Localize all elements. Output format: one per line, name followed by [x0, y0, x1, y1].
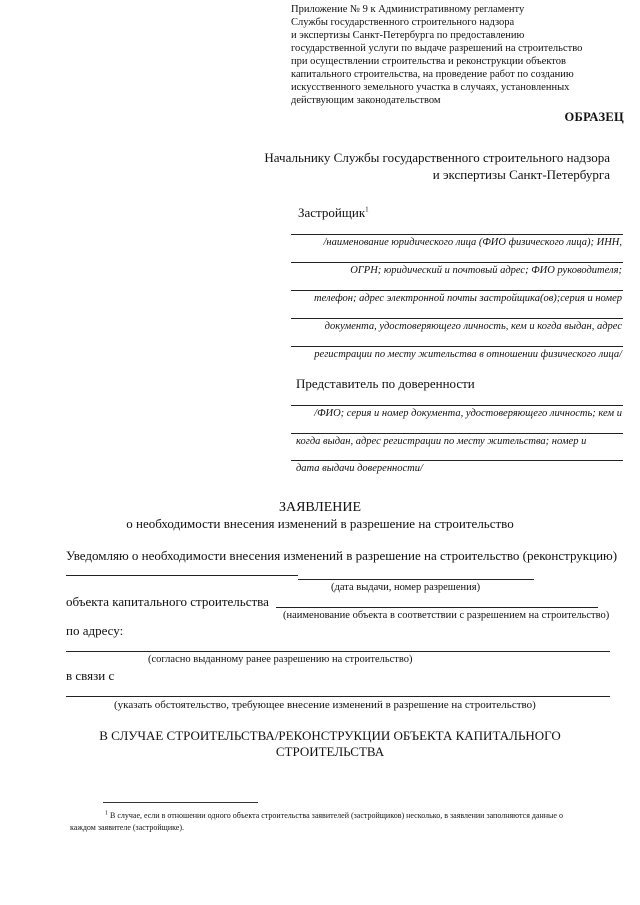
permit-field-line[interactable]: [298, 579, 534, 580]
developer-hint: /наименование юридического лица (ФИО физического лица); ИНН,: [323, 237, 622, 248]
developer-field-line[interactable]: [291, 234, 623, 235]
developer-field-line[interactable]: [291, 346, 623, 347]
footnote-text-continued: каждом заявителе (застройщике).: [70, 823, 185, 832]
developer-label-text: Застройщик: [298, 205, 366, 220]
appendix-line: при осуществлении строительства и реконструкции объектов: [291, 56, 566, 67]
reason-hint: (указать обстоятельство, требующее внесение изменений в разрешение на строительство): [114, 699, 536, 711]
representative-field-line[interactable]: [291, 460, 623, 461]
developer-hint: телефон; адрес электронной почты застройщика(ов);серия и номер: [313, 293, 622, 304]
object-hint: (наименование объекта в соответствии с разрешением на строительство): [283, 610, 610, 621]
developer-hint: регистрации по месту жительства в отношении физического лица/: [314, 349, 622, 360]
appendix-line: капитального строительства, на проведение работ по созданию: [291, 69, 574, 80]
permit-hint: (дата выдачи, номер разрешения): [331, 582, 481, 593]
address-field-line[interactable]: [66, 651, 610, 652]
document-title: ЗАЯВЛЕНИЕ: [278, 500, 362, 515]
footnote-separator: [103, 802, 258, 803]
representative-field-line[interactable]: [291, 405, 623, 406]
footnote-mark: 1: [105, 810, 108, 817]
permit-field-line[interactable]: [66, 575, 298, 576]
reason-label: в связи с: [66, 668, 115, 683]
developer-field-line[interactable]: [291, 290, 623, 291]
reason-field-line[interactable]: [66, 696, 610, 697]
footnote-ref: 1: [365, 205, 369, 214]
notify-text: Уведомляю о необходимости внесения изменений в разрешение на строительство (реконструкцию): [66, 548, 618, 563]
object-label: объекта капитального строительства: [66, 594, 269, 609]
representative-hint: /ФИО; серия и номер документа, удостоверяющего личность; кем и: [314, 408, 622, 419]
address-label: по адресу:: [66, 623, 124, 638]
representative-hint: дата выдачи доверенности/: [296, 463, 423, 474]
section-heading-line: В СЛУЧАЕ СТРОИТЕЛЬСТВА/РЕКОНСТРУКЦИИ ОБЪЕКТА КАПИТАЛЬНОГО: [99, 728, 561, 743]
object-field-line[interactable]: [276, 607, 598, 608]
developer-hint: ОГРН; юридический и почтовый адрес; ФИО руководителя;: [350, 265, 622, 276]
addressee-line: Начальнику Службы государственного строительного надзора: [264, 150, 610, 165]
representative-hint: когда выдан, адрес регистрации по месту жительства; номер и: [296, 436, 587, 447]
appendix-line: действующим законодательством: [291, 95, 441, 106]
developer-field-line[interactable]: [291, 262, 623, 263]
appendix-line: искусственного земельного участка в случаях, установленных: [291, 82, 570, 93]
representative-label: Представитель по доверенности: [296, 376, 475, 391]
developer-label: [298, 205, 369, 221]
document-subtitle: о необходимости внесения изменений в разрешение на строительство: [126, 516, 514, 531]
section-heading-line: СТРОИТЕЛЬСТВА: [275, 744, 385, 759]
appendix-line: и экспертизы Санкт-Петербурга по предоставлению: [291, 30, 525, 41]
appendix-line: Службы государственного строительного надзора: [291, 17, 515, 28]
representative-field-line[interactable]: [291, 433, 623, 434]
addressee-line: и экспертизы Санкт-Петербурга: [432, 167, 610, 182]
footnote: [105, 811, 563, 821]
footnote-text: В случае, если в отношении одного объекта строительства заявителей (застройщиков) несколько, в заявлении заполняются данные о: [110, 811, 563, 820]
address-hint: (согласно выданному ранее разрешению на строительство): [148, 654, 413, 665]
developer-field-line[interactable]: [291, 318, 623, 319]
appendix-line: государственной услуги по выдаче разрешений на строительство: [291, 43, 583, 54]
appendix-line: Приложение № 9 к Административному регламенту: [291, 4, 525, 15]
developer-hint: документа, удостоверяющего личность, кем и когда выдан, адрес: [324, 321, 622, 332]
sample-label: ОБРАЗЕЦ: [564, 110, 624, 124]
